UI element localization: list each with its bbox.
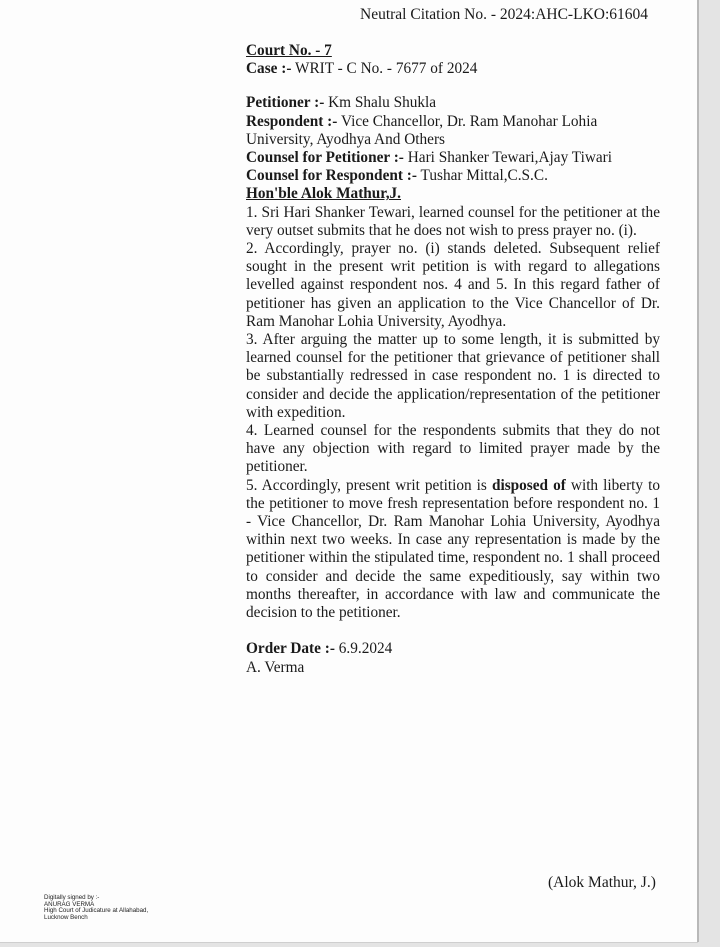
counsel-petitioner-line: [246, 149, 660, 167]
respondent-line: [246, 113, 660, 149]
case-line: [246, 60, 660, 78]
paragraph-3: 3. After arguing the matter up to some length, it is submitted by learned counsel for the petitioner that grievance of petitioner shall be substantially redressed in case respondent no. 1 is directed to consider and decide the application/representation of the petitioner with expedition.: [246, 331, 660, 421]
case-number: WRIT - C No. - 7677 of 2024: [295, 60, 478, 78]
paragraph-5-start: 5. Accordingly, present writ petition is: [246, 476, 487, 494]
page-edge-divider: [697, 0, 699, 942]
clerk-name: A. Verma: [246, 658, 305, 676]
case-label: Case :-: [246, 60, 292, 78]
order-date-value: 6.9.2024: [338, 640, 393, 658]
counsel-respondent-label: Counsel for Respondent :-: [246, 167, 417, 185]
digital-signature-court: High Court of Judicature at Allahabad,: [44, 907, 149, 915]
judge-name: Hon'ble Alok Mathur,J.: [246, 185, 401, 203]
digital-signature-block: [44, 895, 148, 921]
paragraph-5-end: with liberty to the petitioner to move fresh representation before respondent no. 1 - Vice Chancellor, Dr. Ram Manohar Lohia University, Ayodhya within next two weeks. In case any representation is made by the petitioner within the stipulated time, respondent no. 1 shall proceed to consider and decide the same expeditiously, say within two months thereafter, in accordance with law and communicate the decision to the petitioner.: [246, 476, 660, 622]
paragraph-5-disposed: disposed of: [491, 476, 566, 494]
court-number: Court No. - 7: [246, 42, 332, 59]
counsel-petitioner-label: Counsel for Petitioner :-: [246, 149, 404, 167]
petitioner-name: Km Shalu Shukla: [328, 94, 437, 112]
respondent-label: Respondent :-: [246, 112, 338, 130]
judge-signature: (Alok Mathur, J.): [548, 874, 656, 891]
digital-signature-bench: Lucknow Bench: [44, 913, 88, 921]
counsel-respondent-names: Tushar Mittal,C.S.C.: [420, 167, 548, 185]
order-date-line: [246, 640, 660, 658]
paragraph-5: [246, 477, 660, 623]
petitioner-line: [246, 94, 660, 112]
petitioner-label: Petitioner :-: [246, 94, 325, 112]
parties-block: [246, 94, 660, 185]
order-body: [246, 42, 660, 677]
paragraph-1: 1. Sri Hari Shanker Tewari, learned counsel for the petitioner at the very outset submits that he does not wish to press prayer no. (i).: [246, 203, 660, 239]
paragraph-4: 4. Learned counsel for the respondents submits that they do not have any objection with regard to limited prayer made by the petitioner.: [246, 422, 660, 476]
order-date-label: Order Date :-: [246, 640, 335, 658]
digital-signature-line: Digitally signed by :-: [44, 894, 100, 901]
counsel-respondent-line: [246, 167, 660, 185]
digital-signature-signer: ANURAG VERMA: [44, 900, 95, 908]
counsel-petitioner-names: Hari Shanker Tewari,Ajay Tiwari: [407, 149, 613, 167]
neutral-citation: Neutral Citation No. - 2024:AHC-LKO:61604: [360, 6, 649, 23]
respondent-name: Vice Chancellor, Dr. Ram Manohar Lohia University, Ayodhya And Others: [246, 112, 598, 148]
paragraph-2: 2. Accordingly, prayer no. (i) stands deleted. Subsequent relief sought in the present writ petition is with regard to allegations levelled against respondent nos. 4 and 5. In this regard father of petitioner has given an application to the Vice Chancellor of Dr. Ram Manohar Lohia University, Ayodhya.: [246, 240, 660, 330]
